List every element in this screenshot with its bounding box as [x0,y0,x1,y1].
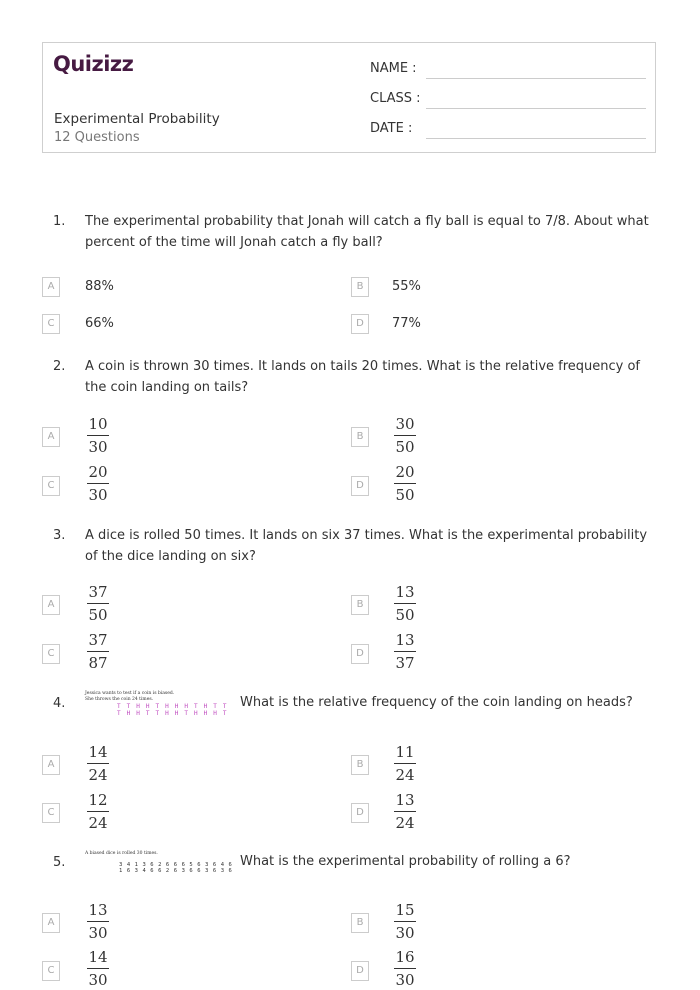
option-letter-box[interactable]: C [42,314,60,334]
class-field[interactable] [426,108,646,109]
option-letter-box[interactable]: C [42,803,60,823]
option-fraction[interactable]: 37 50 [88,583,108,624]
option-fraction[interactable]: 20 30 [88,463,108,504]
option-fraction[interactable]: 13 30 [88,901,108,942]
option-letter-box[interactable]: A [42,595,60,615]
option-fraction[interactable]: 20 50 [395,463,415,504]
option-letter-box[interactable]: A [42,277,60,297]
option-fraction[interactable]: 12 24 [88,791,108,832]
option-fraction[interactable]: 10 30 [88,415,108,456]
question-text: A coin is thrown 30 times. It lands on tails 20 times. What is the relative frequency of the coin landing on tails? [85,359,641,395]
option-fraction[interactable]: 16 30 [395,948,415,989]
option-fraction[interactable]: 14 24 [88,743,108,784]
question-text: What is the relative frequency of the coin landing on heads? [240,695,633,710]
worksheet-header [42,42,656,153]
question-number: 3. [53,528,66,543]
option-letter-box[interactable]: B [351,595,369,615]
coin-results-image: Jessica wants to test if a coin is biased. She throws the coin 24 times. T T H H T H H H T H T T T H H T T H H T H H H T [85,691,228,717]
option-letter-box[interactable]: C [42,476,60,496]
option-letter-box[interactable]: A [42,755,60,775]
question-count: 12 Questions [54,130,140,145]
option-letter-box[interactable]: C [42,644,60,664]
option-letter-box[interactable]: B [351,913,369,933]
option-text[interactable]: 55% [392,279,421,294]
option-fraction[interactable]: 13 37 [395,631,415,672]
name-label: NAME : [370,61,417,76]
option-fraction[interactable]: 15 30 [395,901,415,942]
question-text: The experimental probability that Jonah will catch a fly ball is equal to 7/8. About what percent of the time will Jonah catch a fly ball? [85,214,649,250]
option-letter-box[interactable]: D [351,644,369,664]
option-text[interactable]: 66% [85,316,114,331]
option-letter-box[interactable]: D [351,803,369,823]
option-letter-box[interactable]: D [351,314,369,334]
option-letter-box[interactable]: D [351,476,369,496]
option-text[interactable]: 88% [85,279,114,294]
worksheet-title: Experimental Probability [54,111,220,127]
question-text: What is the experimental probability of rolling a 6? [240,854,571,869]
option-letter-box[interactable]: B [351,427,369,447]
question-number: 4. [53,696,66,711]
question-number: 1. [53,214,66,229]
date-field[interactable] [426,138,646,139]
option-fraction[interactable]: 11 24 [395,743,415,784]
quizizz-logo: Quizizz [53,52,134,76]
question-number: 2. [53,359,66,374]
option-fraction[interactable]: 37 87 [88,631,108,672]
option-fraction[interactable]: 13 50 [395,583,415,624]
class-label: CLASS : [370,91,421,106]
option-letter-box[interactable]: A [42,427,60,447]
option-text[interactable]: 77% [392,316,421,331]
option-fraction[interactable]: 14 30 [88,948,108,989]
option-letter-box[interactable]: A [42,913,60,933]
dice-results-image: A biased dice is rolled 30 times. 3 4 1 3 6 2 6 6 6 5 6 3 6 4 6 1 6 3 4 6 6 2 6 3 6 6 3 6 3 6 [85,851,233,874]
option-letter-box[interactable]: B [351,277,369,297]
option-fraction[interactable]: 30 50 [395,415,415,456]
option-letter-box[interactable]: C [42,961,60,981]
option-letter-box[interactable]: B [351,755,369,775]
question-text: A dice is rolled 50 times. It lands on six 37 times. What is the experimental probability of the dice landing on six? [85,528,648,564]
option-fraction[interactable]: 13 24 [395,791,415,832]
date-label: DATE : [370,121,413,136]
question-number: 5. [53,855,66,870]
option-letter-box[interactable]: D [351,961,369,981]
name-field[interactable] [426,78,646,79]
